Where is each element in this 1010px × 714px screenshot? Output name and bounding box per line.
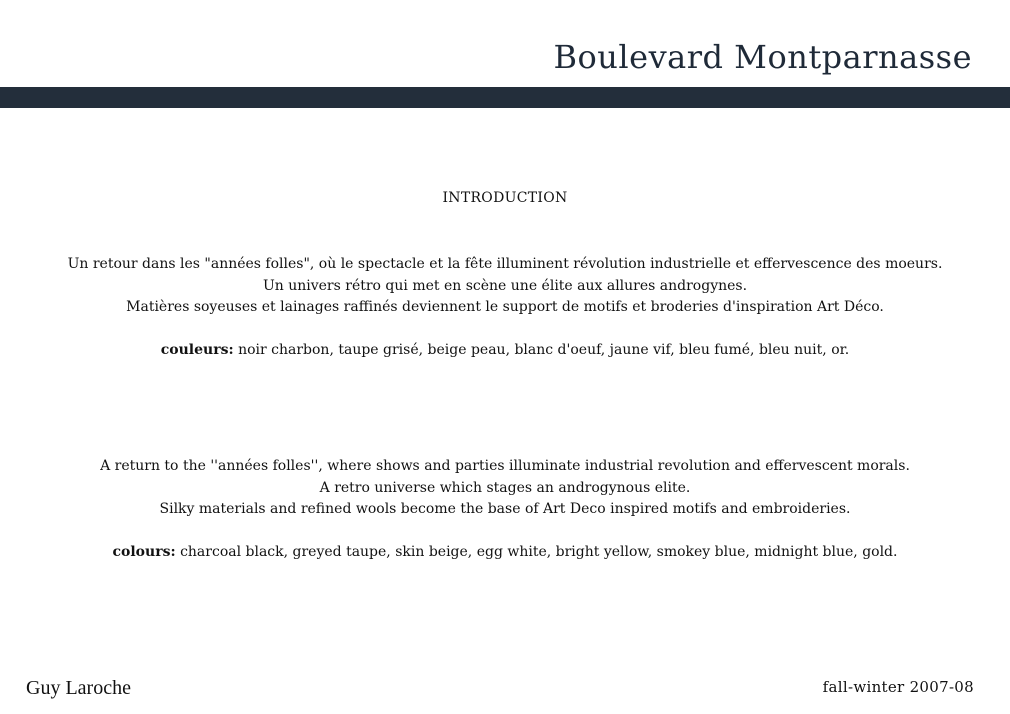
english-colors-value: charcoal black, greyed taupe, skin beige, egg white, bright yellow, smokey blue, midnight blue, gold. (175, 544, 898, 560)
french-line-2: Un univers rétro qui met en scène une élite aux allures androgynes. (262, 277, 748, 294)
french-line-1: Un retour dans les "années folles", où le spectacle et la fête illuminent révolution industrielle et effervescence des moeurs. (67, 256, 943, 272)
english-colors-line (0, 542, 1010, 564)
french-colors-line (0, 340, 1010, 362)
english-line-1: A return to the ''années folles'', where shows and parties illuminate industrial revolution and effervescent morals. (100, 458, 910, 474)
section-heading: INTRODUCTION (442, 190, 568, 206)
french-text-block (0, 254, 1010, 362)
page-title: Boulevard Montparnasse (553, 38, 972, 76)
header-band (0, 87, 1010, 108)
season-label: fall-winter 2007-08 (822, 678, 974, 696)
english-line-2: A retro universe which stages an androgynous elite. (319, 479, 691, 496)
english-colors-label: colours: (112, 544, 176, 560)
french-colors-label: couleurs: (160, 342, 234, 358)
french-colors-value: noir charbon, taupe grisé, beige peau, blanc d'oeuf, jaune vif, bleu fumé, bleu nuit, or. (233, 342, 850, 358)
english-text-block (0, 456, 1010, 564)
english-line-3: Silky materials and refined wools become the base of Art Deco inspired motifs and embroideries. (159, 501, 851, 517)
brand-name: Guy Laroche (26, 677, 131, 699)
french-line-3: Matières soyeuses et lainages raffinés deviennent le support de motifs et broderies d'inspiration Art Déco. (126, 299, 884, 315)
